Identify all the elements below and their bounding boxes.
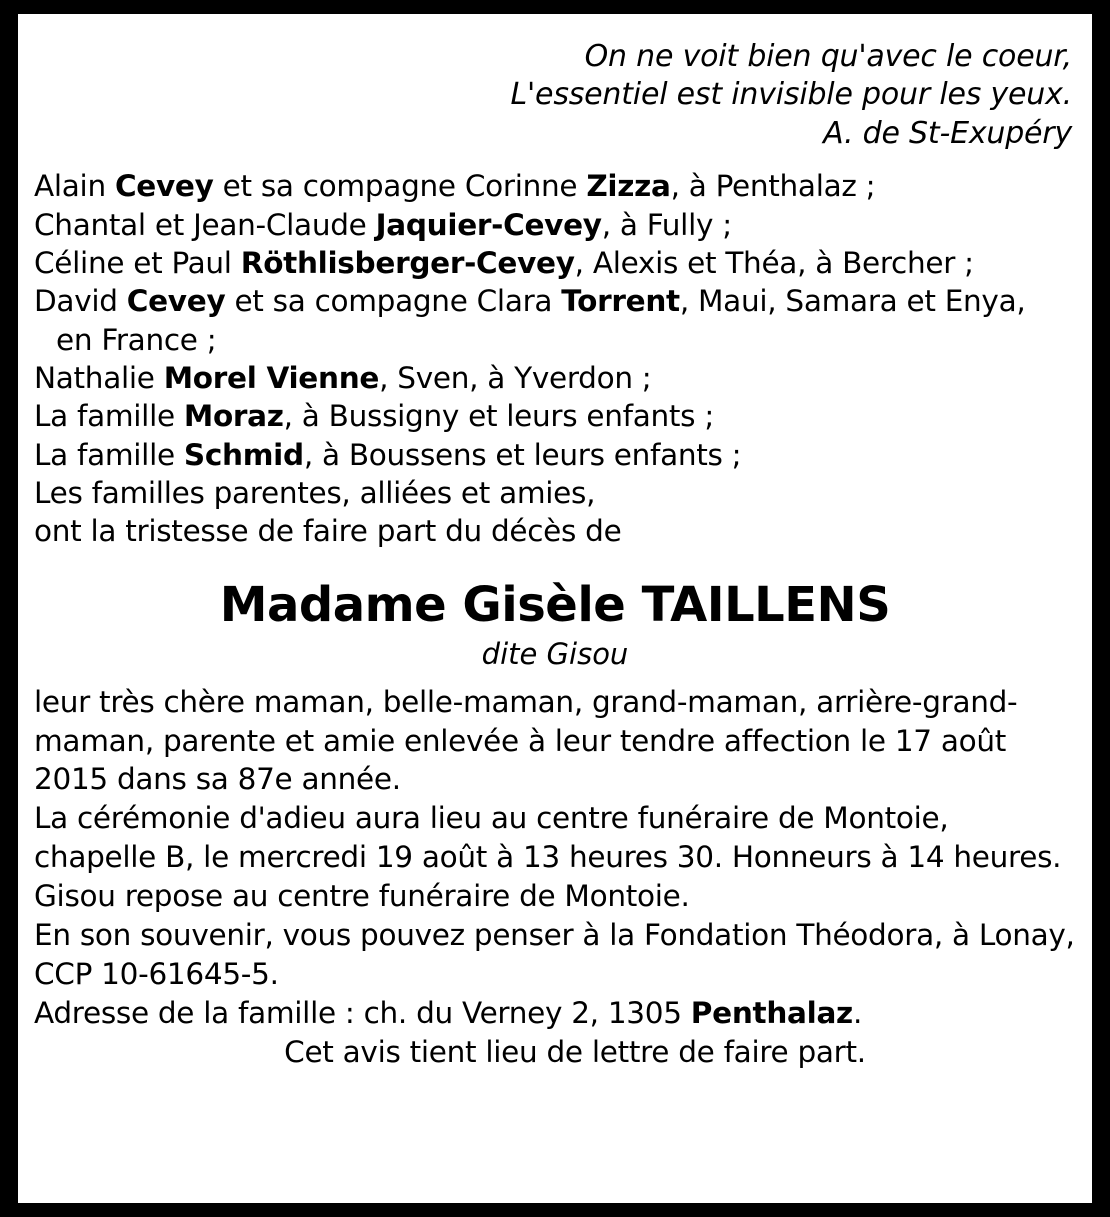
text-run: et sa compagne Clara (225, 284, 562, 319)
text-run: ont la tristesse de faire part du décès de (34, 514, 622, 549)
surname-emphasis: Röthlisberger-Cevey (240, 245, 575, 280)
surname-emphasis: Torrent (561, 284, 680, 319)
family-line (34, 167, 1076, 205)
family-line (34, 282, 1076, 320)
text-run: leur très chère maman, belle-maman, grand-maman, arrière-grand-maman, parente et amie enlevée à leur tendre affection le 17 août 2015 dans sa 87e année. (34, 684, 1018, 797)
paragraph-relation (34, 683, 1076, 800)
surname-emphasis: Moraz (183, 399, 284, 434)
text-run: David (34, 284, 127, 319)
surname-emphasis: Morel Vienne (163, 360, 380, 395)
family-line (34, 321, 1076, 359)
paragraph-ceremony-line-1 (34, 799, 1076, 838)
text-run: La cérémonie d'adieu aura lieu au centre funéraire de Montoie, (34, 801, 949, 836)
text-run: , Sven, à Yverdon ; (379, 360, 652, 395)
text-run: , à Boussens et leurs enfants ; (303, 437, 742, 472)
text-run: , Alexis et Théa, à Bercher ; (574, 245, 974, 280)
text-run: , à Penthalaz ; (670, 169, 876, 204)
text-run: Alain (34, 169, 115, 204)
family-line (34, 436, 1076, 474)
text-run: La famille (34, 399, 184, 434)
text-run: , Maui, Samara et Enya, (679, 284, 1026, 319)
text-run: , à Fully ; (601, 207, 732, 242)
text-run: Gisou repose au centre funéraire de Montoie. (34, 879, 690, 914)
family-line (34, 397, 1076, 435)
text-run: , à Bussigny et leurs enfants ; (283, 399, 714, 434)
paragraph-repose (34, 877, 1076, 916)
text-run: Adresse de la famille : ch. du Verney 2, 1305 (34, 996, 691, 1031)
family-line (34, 206, 1076, 244)
paragraph-donation-line-1 (34, 916, 1076, 955)
surname-emphasis: Schmid (183, 437, 304, 472)
text-run: En son souvenir, vous pouvez penser à la Fondation Théodora, à Lonay, (34, 918, 1075, 953)
family-line (34, 474, 1076, 512)
deceased-name: Madame Gisèle TAILLENS (219, 576, 891, 633)
closing-statement: Cet avis tient lieu de lettre de faire part. (284, 1035, 866, 1070)
text-run: Céline et Paul (34, 245, 241, 280)
notice-inner (18, 14, 1092, 1203)
epigraph-line-2: L'essentiel est invisible pour les yeux. (510, 77, 1072, 113)
text-run: . (852, 996, 863, 1031)
family-list (34, 167, 1076, 550)
notice-body (34, 683, 1076, 1033)
text-run: Les familles parentes, alliées et amies, (34, 475, 596, 510)
surname-emphasis: Cevey (126, 284, 226, 319)
surname-emphasis: Jaquier-Cevey (375, 207, 602, 242)
text-run: chapelle B, le mercredi 19 août à 13 heures 30. Honneurs à 14 heures. (34, 840, 1062, 875)
text-run: La famille (34, 437, 184, 472)
surname-emphasis: Cevey (114, 169, 214, 204)
paragraph-ceremony-line-2 (34, 838, 1076, 877)
text-run: et sa compagne Corinne (213, 169, 587, 204)
text-run: en France ; (56, 322, 217, 357)
deceased-nickname: dite Gisou (481, 636, 629, 671)
family-line (34, 244, 1076, 282)
surname-emphasis: Zizza (586, 169, 671, 204)
paragraph-address (34, 994, 1076, 1033)
text-run: Chantal et Jean-Claude (34, 207, 376, 242)
surname-emphasis: Penthalaz (690, 996, 853, 1031)
family-line (34, 359, 1076, 397)
epigraph-block (34, 38, 1072, 153)
text-run: CCP 10-61645-5. (34, 957, 279, 992)
paragraph-donation-line-2 (34, 955, 1076, 994)
epigraph-attribution: A. de St-Exupéry (823, 115, 1072, 151)
epigraph-line-1: On ne voit bien qu'avec le coeur, (584, 39, 1072, 74)
text-run: Nathalie (34, 360, 164, 395)
family-line (34, 512, 1076, 550)
